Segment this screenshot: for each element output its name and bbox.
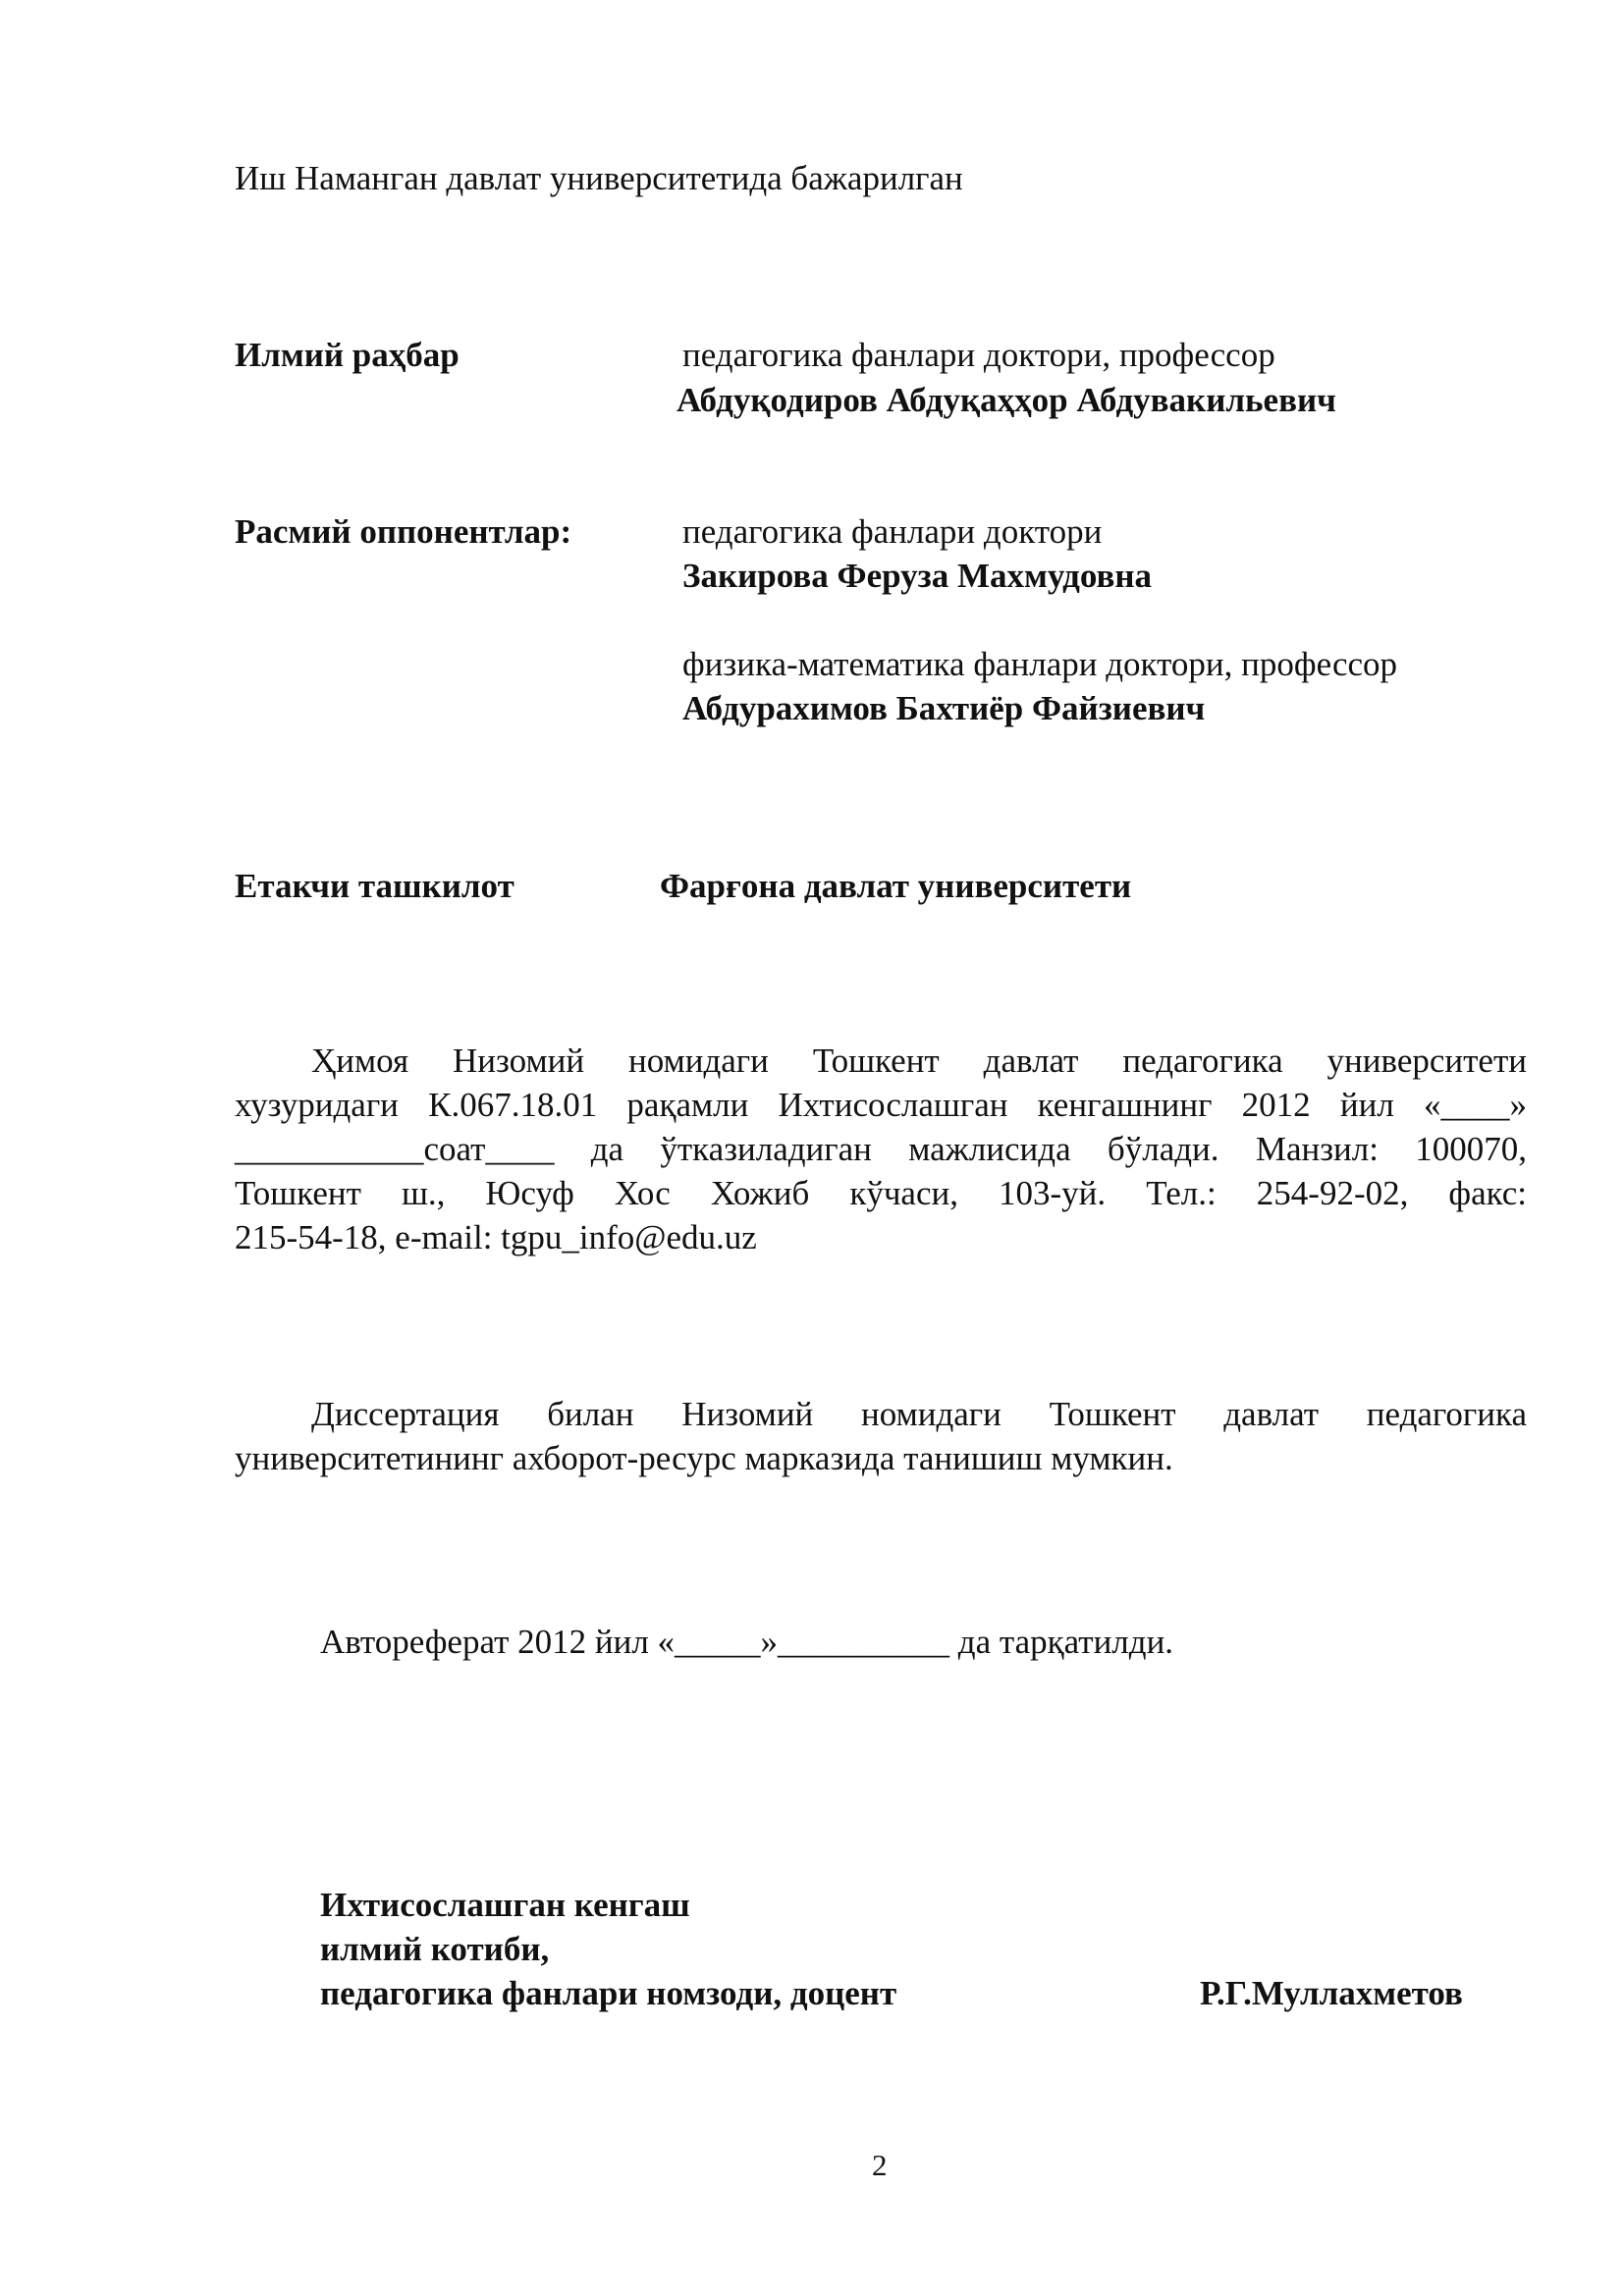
opponents-label: Расмий оппонентлар:: [235, 512, 572, 551]
defense-line-1: Ҳимоя Низомий номидаги Тошкент давлат педагогика университети: [311, 1041, 1527, 1080]
signature-line-3: педагогика фанлари номзоди, доцент: [320, 1974, 897, 2012]
signature-name: Р.Г.Муллахметов: [1200, 1974, 1463, 2012]
defense-paragraph: [235, 1039, 1527, 1269]
abstract-distribution-line: Автореферат 2012 йил «_____»__________ да тарқатилди.: [320, 1623, 1174, 1661]
opponent-1-degree: педагогика фанлари доктори: [682, 512, 1103, 551]
lead-org-name: Фарғона давлат университети: [660, 867, 1132, 905]
opponent-2-degree: физика-математика фанлари доктори, профессор: [682, 645, 1398, 683]
opponent-1-name: Закирова Феруза Махмудовна: [682, 557, 1153, 595]
dissertation-paragraph: [235, 1392, 1527, 1490]
defense-line-4: Тошкент ш., Юсуф Хос Хожиб кўчаси, 103-уй. Тел.: 254-92-02, факс:: [235, 1174, 1527, 1212]
dissertation-line-2: университетининг ахборот-ресурс марказида танишиш мумкин.: [235, 1439, 1173, 1477]
signature-line-2: илмий котиби,: [320, 1930, 550, 1968]
signature-line-1: Ихтисослашган кенгаш: [320, 1886, 690, 1924]
defense-line-5: 215-54-18, e-mail: tgpu_info@edu.uz: [235, 1218, 757, 1256]
defense-line-2: хузуридаги К.067.18.01 рақамли Ихтисослашган кенгашнинг 2012 йил «____»: [235, 1086, 1527, 1124]
supervisor-label: Илмий раҳбар: [235, 336, 460, 374]
page-number: 2: [872, 2148, 888, 2182]
opponent-2-name: Абдурахимов Бахтиёр Файзиевич: [682, 689, 1206, 727]
supervisor-name: Абдуқодиров Абдуқаҳҳор Абдувакильевич: [677, 381, 1336, 419]
defense-line-3: [235, 1127, 1527, 1172]
defense-line-3-rest: соат____ да ўтказиладиган мажлисида бўлади. Манзил: 100070,: [423, 1130, 1527, 1168]
date-blank: ___________: [235, 1130, 424, 1168]
intro-text: Иш Наманган давлат университетида бажарилган: [235, 159, 963, 197]
supervisor-degree: педагогика фанлари доктори, профессор: [682, 336, 1275, 374]
lead-org-label: Етакчи ташкилот: [235, 867, 514, 905]
dissertation-line-1: Диссертация билан Низомий номидаги Тошкент давлат педагогика: [311, 1395, 1527, 1433]
